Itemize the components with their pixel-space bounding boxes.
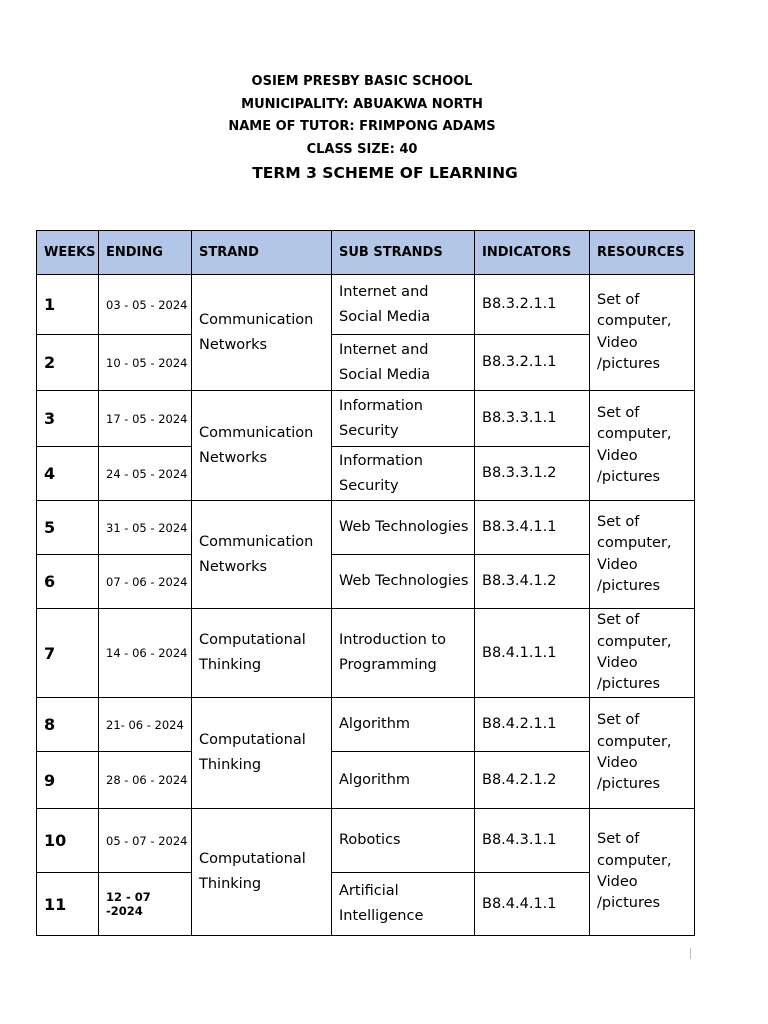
resource-line: /pictures: [597, 355, 661, 372]
indicator: B8.3.3.1.1: [475, 391, 590, 447]
resources-cell: [590, 391, 695, 501]
resource-line: Set of: [597, 712, 640, 729]
week-ending: 31 - 05 - 2024: [99, 501, 192, 555]
resource-line: computer,: [597, 426, 672, 443]
resource-line: /pictures: [597, 468, 661, 485]
sub-strand: Robotics: [332, 809, 475, 873]
resource-line: Set of: [597, 513, 640, 530]
resources-cell: [590, 698, 695, 809]
week-ending: 10 - 05 - 2024: [99, 335, 192, 391]
resource-line: Set of: [597, 831, 640, 848]
table-row: [37, 609, 695, 698]
sub-strand: Internet and Social Media: [332, 335, 475, 391]
strand-cell: Communication Networks: [192, 275, 332, 391]
sub-strand: Internet and Social Media: [332, 275, 475, 335]
col-header-strand: STRAND: [192, 231, 332, 275]
col-header-weeks: WEEKS: [37, 231, 99, 275]
resource-line: computer,: [597, 313, 672, 330]
indicator: B8.4.4.1.1: [475, 873, 590, 936]
col-header-sub-strands: SUB STRANDS: [332, 231, 475, 275]
col-header-resources: RESOURCES: [590, 231, 695, 275]
resource-line: Set of: [597, 404, 640, 421]
tutor-name: NAME OF TUTOR: FRIMPONG ADAMS: [228, 119, 496, 134]
week-ending: 28 - 06 - 2024: [99, 752, 192, 809]
document-header: [0, 71, 724, 161]
resource-line: /pictures: [597, 776, 661, 793]
week-number: 6: [37, 555, 99, 609]
week-ending: 12 - 07 -2024: [99, 873, 192, 936]
resource-line: Video: [597, 334, 638, 351]
indicator: B8.3.2.1.1: [475, 275, 590, 335]
sub-strand: Web Technologies: [332, 555, 475, 609]
indicator: B8.3.3.1.2: [475, 447, 590, 501]
sub-strand: Information Security: [332, 447, 475, 501]
page-title: TERM 3 SCHEME OF LEARNING: [252, 164, 518, 182]
week-number: 11: [37, 873, 99, 936]
week-number: 10: [37, 809, 99, 873]
week-number: 3: [37, 391, 99, 447]
table-row: [37, 275, 695, 335]
resources-cell: [590, 501, 695, 609]
resources-cell: [590, 809, 695, 936]
scheme-table: [36, 230, 695, 936]
week-number: 1: [37, 275, 99, 335]
indicator: B8.4.1.1.1: [475, 609, 590, 698]
table-row: [37, 698, 695, 752]
resource-line: Set of: [597, 291, 640, 308]
table-row: [37, 809, 695, 873]
resources-cell: [590, 609, 695, 698]
table-row: [37, 501, 695, 555]
week-number: 5: [37, 501, 99, 555]
resource-line: /pictures: [597, 676, 661, 693]
indicator: B8.4.2.1.2: [475, 752, 590, 809]
school-name: OSIEM PRESBY BASIC SCHOOL: [251, 74, 473, 89]
week-number: 8: [37, 698, 99, 752]
week-ending: 21- 06 - 2024: [99, 698, 192, 752]
week-ending: 24 - 05 - 2024: [99, 447, 192, 501]
indicator: B8.3.4.1.2: [475, 555, 590, 609]
resources-cell: [590, 275, 695, 391]
page-edge-marker: [690, 948, 691, 959]
week-number: 2: [37, 335, 99, 391]
week-ending: 03 - 05 - 2024: [99, 275, 192, 335]
strand-cell: Computational Thinking: [192, 609, 332, 698]
week-ending: 07 - 06 - 2024: [99, 555, 192, 609]
resource-line: computer,: [597, 852, 672, 869]
resource-line: Set of: [597, 612, 640, 629]
sub-strand: Algorithm: [332, 698, 475, 752]
col-header-ending: ENDING: [99, 231, 192, 275]
resource-line: Video: [597, 447, 638, 464]
indicator: B8.4.2.1.1: [475, 698, 590, 752]
resource-line: computer,: [597, 733, 672, 750]
resource-line: computer,: [597, 633, 672, 650]
indicator: B8.3.2.1.1: [475, 335, 590, 391]
resource-line: Video: [597, 556, 638, 573]
col-header-indicators: INDICATORS: [475, 231, 590, 275]
municipality: MUNICIPALITY: ABUAKWA NORTH: [241, 96, 483, 112]
table-header-row: [37, 231, 695, 275]
week-number: 4: [37, 447, 99, 501]
sub-strand: Algorithm: [332, 752, 475, 809]
sub-strand: Web Technologies: [332, 501, 475, 555]
week-number: 9: [37, 752, 99, 809]
sub-strand: Information Security: [332, 391, 475, 447]
resource-line: Video: [597, 874, 638, 890]
week-ending: 05 - 07 - 2024: [99, 809, 192, 873]
resource-line: Video: [597, 755, 638, 771]
sub-strand: Artificial Intelligence: [332, 873, 475, 936]
sub-strand: Introduction to Programming: [332, 609, 475, 698]
resource-line: /pictures: [597, 577, 661, 594]
strand-cell: Computational Thinking: [192, 809, 332, 936]
class-size: CLASS SIZE: 40: [306, 141, 418, 157]
resource-line: computer,: [597, 535, 672, 552]
strand-cell: Computational Thinking: [192, 698, 332, 809]
week-number: 7: [37, 609, 99, 698]
strand-cell: Communication Networks: [192, 391, 332, 501]
indicator: B8.3.4.1.1: [475, 501, 590, 555]
week-ending: 17 - 05 - 2024: [99, 391, 192, 447]
week-ending: 14 - 06 - 2024: [99, 609, 192, 698]
strand-cell: Communication Networks: [192, 501, 332, 609]
indicator: B8.4.3.1.1: [475, 809, 590, 873]
resource-line: /pictures: [597, 895, 661, 912]
resource-line: Video: [597, 655, 638, 671]
table-row: [37, 391, 695, 447]
